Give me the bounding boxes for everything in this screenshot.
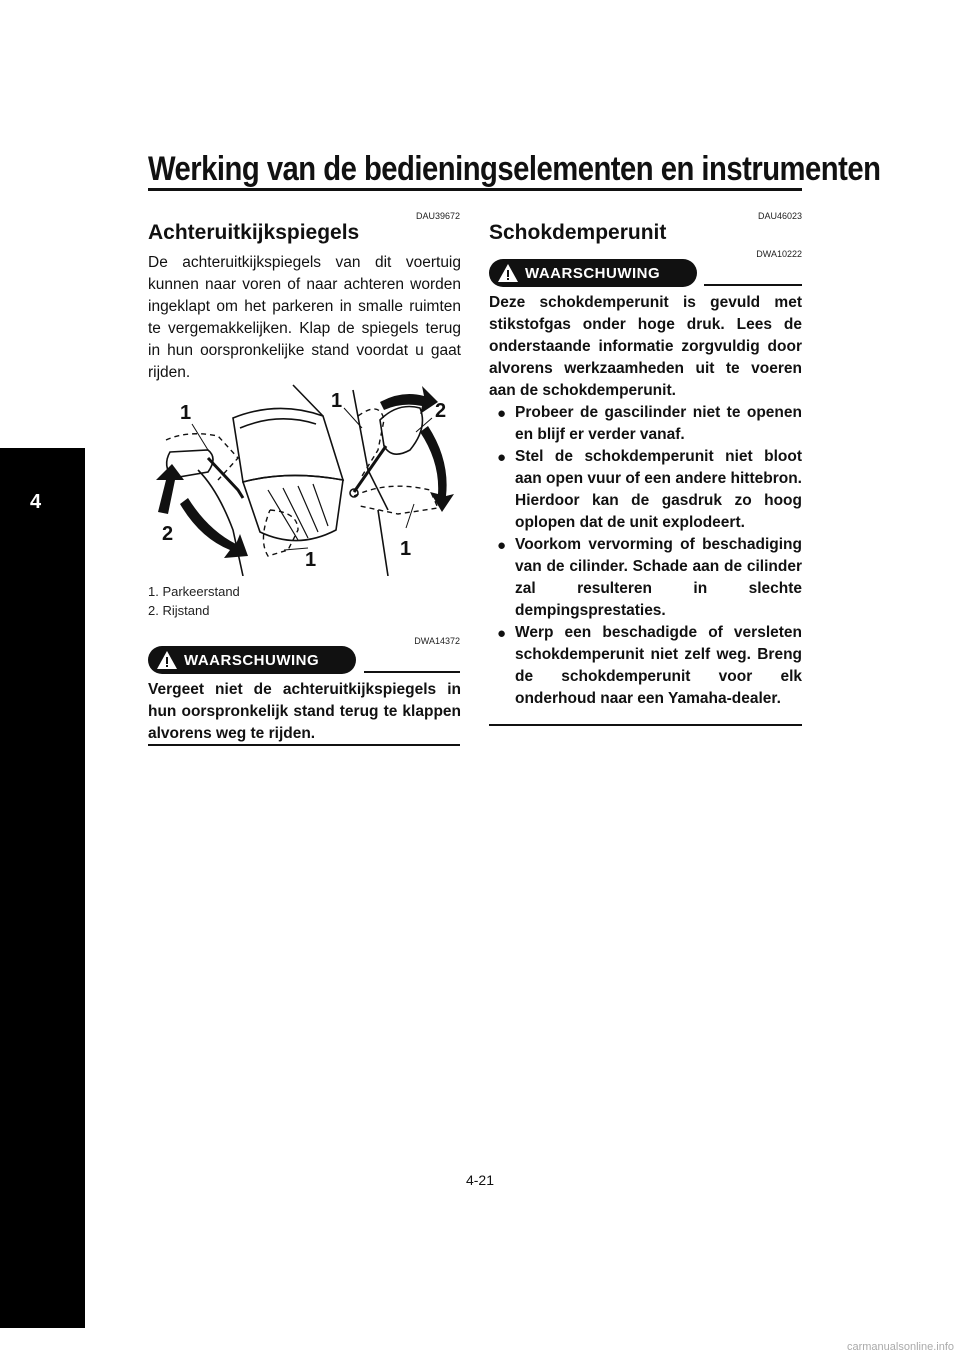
mirrors-paragraph: De achteruitkijkspiegels van dit voertuig kunnen naar voren of naar achteren worden ingeklapt om het parkeren in smalle ruimten te vergemakkelijken. Klap de spiegels terug in hun oorspronkelijke stand voordat u gaat rijden.: [148, 254, 461, 381]
figure-label: 1: [400, 538, 412, 560]
chapter-number: 4: [30, 491, 42, 513]
right-mirror-dashed-b: [354, 486, 438, 514]
page-number: 4-21: [465, 1172, 495, 1188]
section-code: DAU46023: [757, 211, 802, 221]
warning-bullet: ● Probeer de gascilinder niet te openen en blijf er verder vanaf.: [497, 404, 802, 443]
figure-label: 1: [331, 390, 343, 412]
shock-warning-block: [489, 292, 802, 710]
bullet-icon: ●: [497, 537, 507, 554]
section-heading-mirrors: Achteruitkijkspiegels: [148, 221, 360, 244]
arrow-right-side: [420, 426, 454, 512]
figure-label: 2: [162, 523, 174, 545]
figure-label: 1: [180, 402, 192, 424]
page-header-title: Werking van de bedieningselementen en instrumenten: [148, 150, 881, 188]
section-code: DAU39672: [415, 211, 460, 221]
arrow-right-top: [380, 386, 438, 414]
warning-label: WAARSCHUWING: [184, 651, 320, 669]
warning-end-rule: [489, 724, 802, 726]
warning-intro: Deze schokdemperunit is gevuld met stikstofgas onder hoge druk. Lees de onderstaande informatie zorgvuldig door alvorens werkzaamheden uit te voeren aan de schokdemperunit.: [489, 294, 802, 399]
mirror-illustration-svg: [148, 380, 460, 576]
header-rule: [148, 188, 802, 191]
mirror-illustration: [148, 380, 460, 576]
warning-bullet: ● Stel de schokdemperunit niet bloot aan open vuur of een andere hittebron. Hierdoor kan de gasdruk zo hoog oplopen dat de unit explodeert.: [497, 448, 802, 531]
warning-rule: [364, 671, 460, 673]
arrow-left-down: [180, 498, 248, 558]
arrow-left-up: [156, 464, 184, 514]
warning-end-rule: [148, 744, 460, 746]
figure-caption-2: 2. Rijstand: [148, 603, 210, 618]
warning-badge: [489, 259, 697, 287]
warning-bullet: ● Voorkom vervorming of beschadiging van de cilinder. Schade aan de cilinder zal resulteren in slechte dempingsprestaties.: [497, 536, 802, 619]
figure-label: 1: [305, 549, 317, 571]
chapter-tab: [0, 448, 85, 1328]
warning-text: Vergeet niet de achteruitkijkspiegels in hun oorspronkelijk stand terug te klappen alvorens weg te rijden.: [148, 681, 461, 742]
watermark: carmanualsonline.info: [846, 1341, 954, 1353]
warning-rule: [704, 284, 802, 286]
bullet-icon: ●: [497, 625, 507, 642]
figure-label: 2: [435, 400, 447, 422]
warning-bullet: ● Werp een beschadigde of versleten schokdemperunit niet zelf weg. Breng de schokdemperunit voor elk onderhoud naar een Yamaha-dealer.: [497, 624, 802, 707]
warning-code: DWA10222: [756, 249, 802, 259]
warning-label: WAARSCHUWING: [525, 264, 661, 282]
warning-code: DWA14372: [414, 636, 460, 646]
warning-triangle-icon: [156, 649, 178, 671]
bullet-icon: ●: [497, 405, 507, 422]
figure-caption-1: 1. Parkeerstand: [148, 584, 240, 599]
section-heading-shock: Schokdemperunit: [489, 221, 667, 244]
warning-badge: [148, 646, 356, 674]
warning-triangle-icon: [497, 262, 519, 284]
bullet-icon: ●: [497, 449, 507, 466]
warning-bullet-list: [489, 402, 802, 710]
